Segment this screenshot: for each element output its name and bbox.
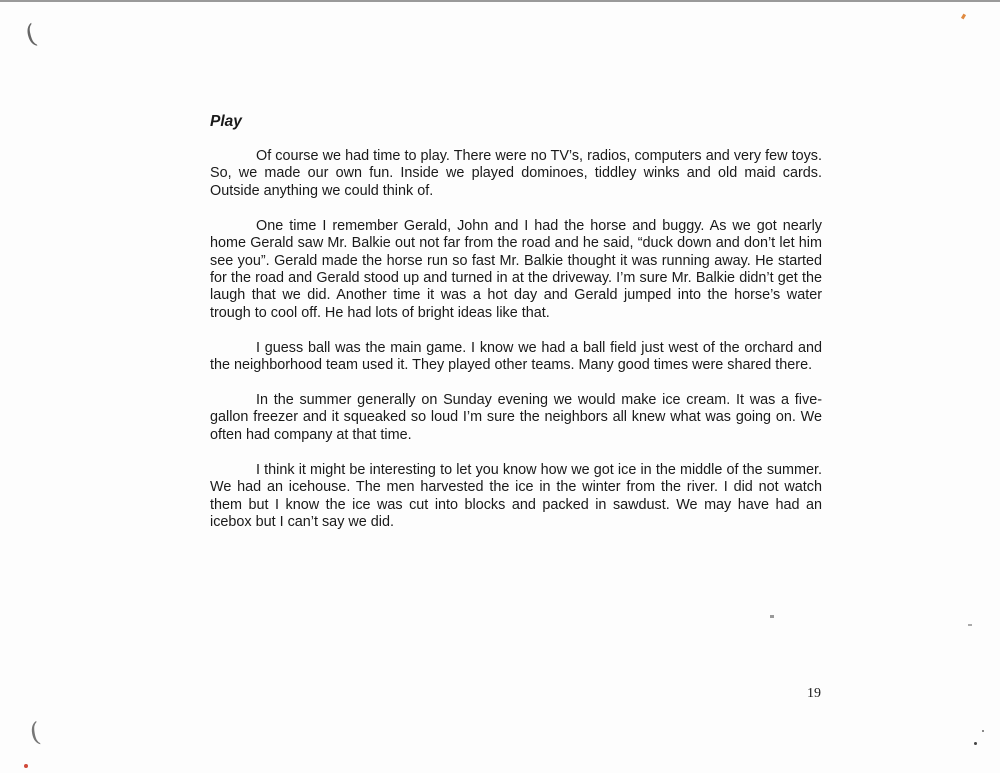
scan-artifact-dot — [968, 624, 972, 626]
scan-top-edge — [0, 0, 1000, 2]
scan-artifact-bracket: ( — [27, 717, 43, 749]
paragraph: I guess ball was the main game. I know we had a ball field just west of the orchard and the neighborhood team used it. They played other teams. Many good times were shared there. — [210, 339, 822, 374]
scan-artifact-dot — [961, 14, 966, 20]
paragraph: I think it might be interesting to let you know how we got ice in the middle of the summer. We had an icehouse. The men harvested the ice in the winter from the river. I did not watch them but I know the ice was cut into blocks and packed in sawdust. We may have had an icebox but I can’t say we did. — [210, 461, 822, 530]
paragraph: Of course we had time to play. There were no TV’s, radios, computers and very few toys. So, we made our own fun. Inside we played dominoes, tiddley winks and old maid cards. Outside anything we could think of. — [210, 148, 822, 199]
scan-artifact-dot — [974, 742, 977, 745]
section-title: Play — [210, 113, 242, 130]
scan-artifact-dot — [770, 615, 774, 618]
scan-artifact-bracket: ( — [22, 19, 40, 51]
scan-artifact-dot — [24, 764, 28, 768]
paragraph: One time I remember Gerald, John and I had the horse and buggy. As we got nearly home Gerald saw Mr. Balkie out not far from the road and he said, “duck down and don’t let him see you”. Gerald made the horse run so fast Mr. Balkie thought it was running away. He started for the road and Gerald stood up and turned in at the driveway. I’m sure Mr. Balkie didn’t get the laugh that we did. Another time it was a hot day and Gerald jumped into the horse’s water trough to cool off. He had lots of bright ideas like that. — [210, 217, 822, 321]
body-text — [210, 148, 822, 549]
scan-artifact-dot — [982, 730, 984, 732]
paragraph: In the summer generally on Sunday evening we would make ice cream. It was a five-gallon freezer and it squeaked so loud I’m sure the neighbors all knew what was going on. We often had company at that time. — [210, 391, 822, 443]
page-number: 19 — [807, 686, 821, 701]
